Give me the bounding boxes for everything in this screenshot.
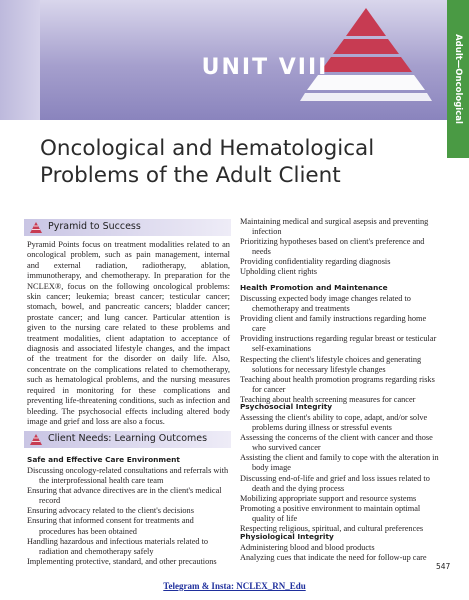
chapter-title-line-2: Problems of the Adult Client (40, 163, 341, 188)
list-item: Assisting the client and family to cope with the alteration in body image (240, 453, 439, 473)
list-item: Upholding client rights (240, 267, 317, 277)
chapter-title-line-1: Oncological and Hematological (40, 136, 375, 161)
list-item: Discussing oncology-related consultations and referrals with the interprofessional health care team (27, 466, 229, 486)
unit-title: UNIT VIII (201, 55, 329, 80)
list-item: Providing confidentiality regarding diagnosis (240, 257, 391, 267)
list-item: Analyzing cues that indicate the need for follow-up care (240, 553, 427, 563)
physiological-heading: Physiological Integrity (240, 532, 334, 541)
safe-care-list-continued (240, 217, 442, 278)
list-item: Implementing protective, standard, and other precautions (27, 556, 217, 566)
safe-care-list (27, 466, 231, 567)
list-item: Teaching about health promotion programs regarding risks for cancer (240, 374, 435, 394)
psychosocial-list (240, 413, 442, 534)
psychosocial-heading: Psychosocial Integrity (240, 402, 333, 411)
list-item: Handling hazardous and infectious materials related to radiation and chemotherapy safely (27, 536, 209, 556)
list-item: Prioritizing hypotheses based on client's preference and needs (240, 237, 425, 257)
list-item: Discussing end-of-life and grief and loss issues related to death and the dying process (240, 473, 430, 493)
list-item: Ensuring advocacy related to the client's decisions (27, 506, 194, 516)
list-item: Mobilizing appropriate support and resource systems (240, 493, 417, 503)
list-item: Providing instructions regarding regular breast or testicular self-examinations (240, 334, 437, 354)
list-item: Ensuring that informed consent for treatments and procedures has been obtained (27, 516, 194, 536)
list-item: Promoting a positive environment to maintain optimal quality of life (240, 503, 421, 523)
pyramid-icon (30, 434, 42, 445)
chapter-title (40, 135, 440, 189)
banner-left-strip (0, 0, 40, 120)
client-needs-heading: Client Needs: Learning Outcomes (48, 433, 208, 444)
list-item: Teaching about health screening measures for cancer (240, 394, 416, 404)
list-item: Ensuring that advance directives are in the client's medical record (27, 486, 222, 506)
health-promotion-heading: Health Promotion and Maintenance (240, 283, 388, 292)
list-item: Assessing the concerns of the client with cancer and those who survived cancer (240, 433, 433, 453)
pyramid-to-success-text: Pyramid Points focus on treatment modalities related to an oncological problem, such as pain management, internal and external radiation, radiotherapy, ablation, immunotherapy, and chemotherapy. In preparation for the NCLEX®, focus on the following oncological problems: skin cancer; leukemia; breast cancer; testicular cancer; stomach, bowel, and pancreatic cancers; bladder cancer; prostate cancer; and lung cancer. Particular attention is given to the nursing care related to these problems and treatment modalities, client adaptation to acceptance of diagnosis and associated lifestyle changes, and the impact of the treatment for the disorder on daily life. Also, concentrate on the complications related to chemotherapy, such as hematological problems, and the nursing measures required in monitoring for these complications and preventing life-threatening conditions, such as infection and bleeding. The psychosocial effects including altered body image and grief and loss are also a focus. (27, 240, 230, 426)
list-item: Respecting religious, spiritual, and cultural preferences (240, 524, 424, 534)
pyramid-to-success-header (24, 219, 231, 236)
health-promotion-list (240, 294, 442, 405)
list-item: Administering blood and blood products (240, 543, 375, 552)
pyramid-icon (30, 222, 42, 233)
list-item: Providing client and family instructions regarding home care (240, 314, 427, 334)
list-item: Discussing expected body image changes related to chemotherapy and treatments (240, 294, 411, 314)
safe-care-heading: Safe and Effective Care Environment (27, 455, 180, 464)
footer-link[interactable]: Telegram & Insta: NCLEX_RN_Edu (163, 581, 306, 591)
side-tab-label-wrap (447, 0, 469, 158)
list-item: Assessing the client's ability to cope, adapt, and/or solve problems during illness or stressful events (240, 413, 428, 433)
list-item: Respecting the client's lifestyle choices and generating solutions for necessary lifestyle changes (240, 354, 422, 374)
client-needs-header (24, 431, 231, 448)
list-item: Maintaining medical and surgical asepsis and preventing infection (240, 217, 429, 237)
page-number: 547 (436, 562, 451, 571)
side-tab-label: Adult—Oncological (453, 34, 464, 124)
pyramid-to-success-heading: Pyramid to Success (48, 221, 141, 232)
physiological-list (240, 543, 442, 563)
